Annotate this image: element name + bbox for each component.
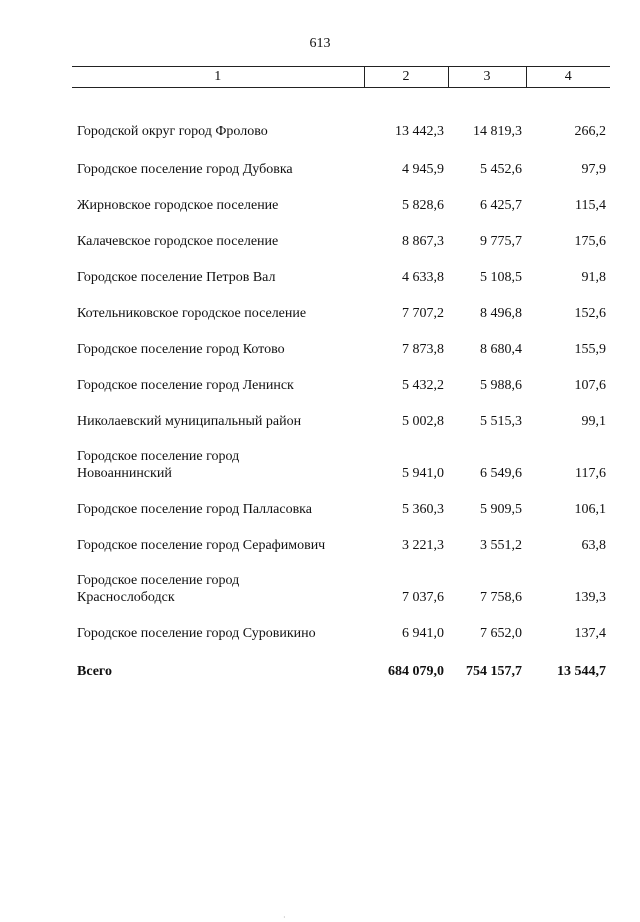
row-name: Калачевское городское поселение (77, 234, 279, 249)
table-row (72, 88, 610, 143)
row-value-col3: 14 819,3 (473, 124, 522, 139)
row-name-line-2: Новоаннинский (77, 466, 172, 481)
budget-table (72, 66, 610, 680)
table-row (72, 554, 610, 606)
table-row (72, 142, 610, 178)
row-value-col4: 137,4 (574, 626, 606, 641)
table-row (72, 358, 610, 394)
row-value-col2: 4 633,8 (402, 270, 444, 285)
row-value-col3: 5 515,3 (480, 414, 522, 429)
row-value-col2: 8 867,3 (402, 234, 444, 249)
row-value-col3: 6 549,6 (480, 466, 522, 481)
total-label: Всего (77, 664, 112, 679)
total-value-col4: 13 544,7 (557, 664, 606, 679)
row-value-col4: 175,6 (574, 234, 606, 249)
row-name: Котельниковское городское поселение (77, 306, 307, 321)
row-value-col4: 139,3 (574, 590, 606, 605)
table-row (72, 286, 610, 322)
row-value-col4: 107,6 (574, 378, 606, 393)
table-row (72, 178, 610, 214)
row-name: Городское поселение город Палласовка (77, 502, 312, 517)
column-header-3: 3 (448, 67, 526, 88)
row-name (72, 554, 364, 606)
row-value-col3: 8 680,4 (480, 342, 522, 357)
table-row (72, 322, 610, 358)
row-value-col3: 5 108,5 (480, 270, 522, 285)
row-value-col2: 7 037,6 (402, 590, 444, 605)
row-value-col4: 266,2 (574, 124, 606, 139)
scan-speck: · (283, 913, 286, 922)
table-row (72, 430, 610, 482)
row-value-col3: 5 452,6 (480, 162, 522, 177)
row-name: Городской округ город Фролово (77, 124, 268, 139)
row-value-col3: 3 551,2 (480, 538, 522, 553)
row-value-col2: 4 945,9 (402, 162, 444, 177)
row-name: Городское поселение город Серафимович (77, 538, 326, 553)
row-value-col2: 6 941,0 (402, 626, 444, 641)
row-value-col2: 7 873,8 (402, 342, 444, 357)
row-value-col3: 5 988,6 (480, 378, 522, 393)
row-value-col2: 5 360,3 (402, 502, 444, 517)
row-name: Городское поселение город Ленинск (77, 378, 294, 393)
row-value-col4: 117,6 (575, 466, 606, 481)
row-value-col3: 6 425,7 (480, 198, 522, 213)
column-header-4: 4 (526, 67, 610, 88)
column-header-1: 1 (72, 67, 364, 88)
row-name-line-1: Городское поселение город (77, 449, 240, 464)
row-name-line-1: Городское поселение город (77, 573, 240, 588)
total-row (72, 642, 610, 680)
table-header-row (72, 67, 610, 88)
table-row (72, 606, 610, 642)
row-value-col3: 8 496,8 (480, 306, 522, 321)
table-row (72, 394, 610, 430)
row-name: Городское поселение Петров Вал (77, 270, 276, 285)
table-row (72, 482, 610, 518)
row-value-col4: 106,1 (574, 502, 606, 517)
row-value-col3: 7 652,0 (480, 626, 522, 641)
row-value-col4: 155,9 (574, 342, 606, 357)
row-value-col2: 3 221,3 (402, 538, 444, 553)
column-header-2: 2 (364, 67, 448, 88)
row-value-col3: 5 909,5 (480, 502, 522, 517)
table-row (72, 214, 610, 250)
row-name: Городское поселение город Дубовка (77, 162, 293, 177)
row-name-line-2: Краснослободск (77, 590, 175, 605)
table-row (72, 518, 610, 554)
total-value-col3: 754 157,7 (466, 664, 522, 679)
row-value-col2: 5 002,8 (402, 414, 444, 429)
page-number: 613 (309, 36, 331, 51)
row-name: Жирновское городское поселение (77, 198, 279, 213)
row-value-col4: 115,4 (575, 198, 606, 213)
row-name: Городское поселение город Котово (77, 342, 285, 357)
row-name (72, 430, 364, 482)
row-value-col4: 63,8 (581, 538, 606, 553)
row-value-col4: 99,1 (581, 414, 606, 429)
row-value-col4: 97,9 (581, 162, 606, 177)
row-value-col2: 5 432,2 (402, 378, 444, 393)
row-value-col2: 5 828,6 (402, 198, 444, 213)
row-value-col2: 7 707,2 (402, 306, 444, 321)
table-row (72, 250, 610, 286)
row-value-col4: 91,8 (581, 270, 606, 285)
row-value-col2: 5 941,0 (402, 466, 444, 481)
row-name: Николаевский муниципальный район (77, 414, 302, 429)
total-value-col2: 684 079,0 (388, 664, 444, 679)
row-value-col2: 13 442,3 (395, 124, 444, 139)
row-value-col3: 7 758,6 (480, 590, 522, 605)
row-value-col4: 152,6 (574, 306, 606, 321)
row-name: Городское поселение город Суровикино (77, 626, 316, 641)
row-value-col3: 9 775,7 (480, 234, 522, 249)
